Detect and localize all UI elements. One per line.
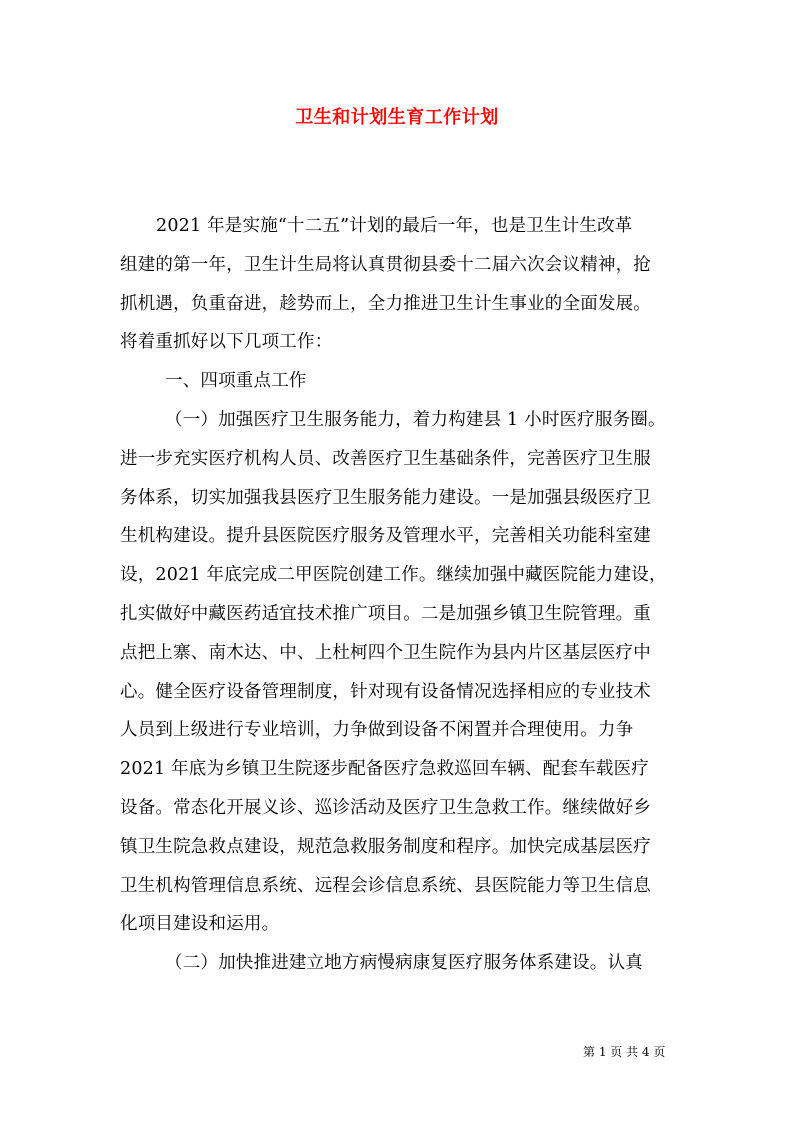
- paragraph-line: （二）加快推进建立地方病慢病康复医疗服务体系建设。认真: [165, 953, 643, 974]
- paragraph-line: 组建的第一年，卫生计生局将认真贯彻县委十二届六次会议精神，抢: [120, 254, 651, 275]
- paragraph-line: 卫生机构管理信息系统、远程会诊信息系统、县医院能力等卫生信息: [120, 875, 651, 896]
- paragraph-line: 务体系，切实加强我县医疗卫生服务能力建设。一是加强县级医疗卫: [120, 487, 651, 508]
- paragraph-line: 生机构建设。提升县医院医疗服务及管理水平，完善相关功能科室建: [120, 526, 651, 547]
- paragraph-line: 化项目建设和运用。: [120, 914, 280, 935]
- document-body: [120, 207, 680, 983]
- paragraph-line: 镇卫生院急救点建设，规范急救服务制度和程序。加快完成基层医疗: [120, 836, 651, 857]
- paragraph-line: 人员到上级进行专业培训，力争做到设备不闲置并合理使用。力争: [120, 720, 634, 741]
- paragraph-line: 扎实做好中藏医药适宜技术推广项目。二是加强乡镇卫生院管理。重: [120, 603, 651, 624]
- paragraph-line: 设，2021 年底完成二甲医院创建工作。继续加强中藏医院能力建设，: [120, 565, 667, 586]
- paragraph-line: 点把上寨、南木达、中、上杜柯四个卫生院作为县内片区基层医疗中: [120, 642, 651, 663]
- paragraph-line: 2021 年底为乡镇卫生院逐步配备医疗急救巡回车辆、配套车载医疗: [120, 759, 649, 780]
- section-heading: 一、四项重点工作: [165, 371, 307, 392]
- page-footer: 第 1 页 共 4 页: [583, 1045, 666, 1059]
- paragraph-line: 进一步充实医疗机构人员、改善医疗卫生基础条件，完善医疗卫生服: [120, 448, 651, 469]
- paragraph-line: （一）加强医疗卫生服务能力，着力构建县 1 小时医疗服务圈。: [165, 409, 666, 430]
- paragraph-line: 设备。常态化开展义诊、巡诊活动及医疗卫生急救工作。继续做好乡: [120, 797, 651, 818]
- paragraph-line: 将着重抓好以下几项工作：: [120, 332, 333, 353]
- paragraph-line: 2021 年是实施“十二五”计划的最后一年，也是卫生计生改革: [156, 216, 633, 236]
- paragraph-line: 抓机遇，负重奋进，趁势而上，全力推进卫生计生事业的全面发展。: [120, 293, 651, 314]
- document-title: 卫生和计划生育工作计划: [295, 107, 499, 128]
- paragraph-line: 心。健全医疗设备管理制度，针对现有设备情况选择相应的专业技术: [120, 681, 651, 702]
